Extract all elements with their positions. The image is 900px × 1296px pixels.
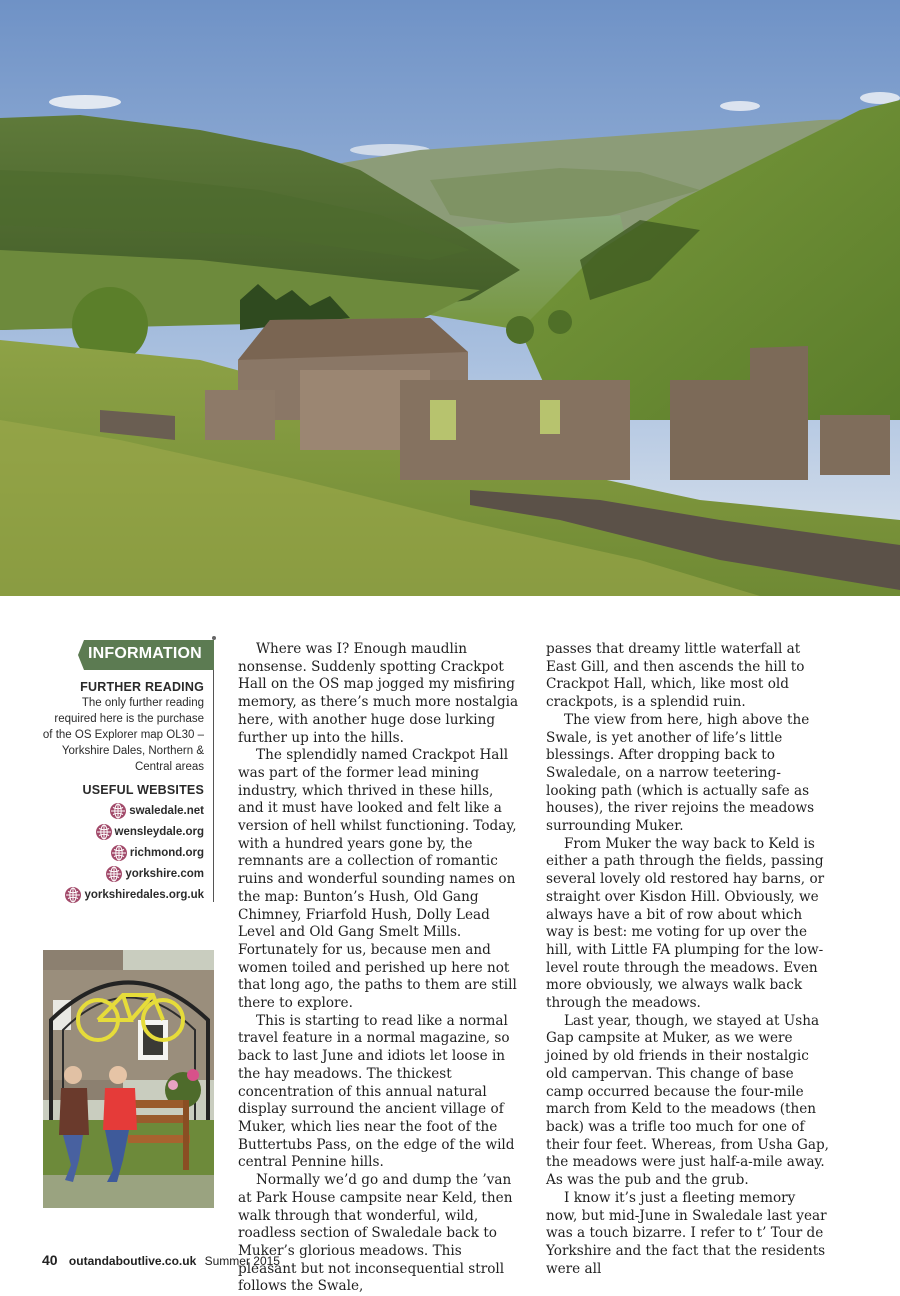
website-link[interactable]: yorkshiredales.org.uk: [84, 888, 204, 901]
page-footer: [42, 1252, 280, 1268]
paragraph: The view from here, high above the Swale, is yet another of life’s little blessings. After dropping back to Swaledale, on a narrow teetering-looking path (which is actually safe as houses), the river rejoins the meadows surrounding Muker.: [546, 711, 815, 835]
information-tab: [78, 640, 214, 670]
page-number: 40: [42, 1252, 58, 1268]
swaledale-landscape-image: [0, 0, 900, 596]
globe-icon: [110, 803, 126, 819]
website-link[interactable]: yorkshire.com: [125, 867, 204, 880]
article-column-1: [238, 641, 521, 1296]
paragraph: passes that dreamy little waterfall at East Gill, and then ascends the hill to Crackpot Hall, which, like most old crackpots, is a splendid ruin.: [546, 641, 805, 711]
paragraph: I know it’s just a fleeting memory now, but mid-June in Swaledale last year was a touch bizarre. I refer to t’ Tour de Yorkshire and the fact that the residents were all: [546, 1189, 827, 1277]
useful-websites-heading: USEFUL WEBSITES: [82, 783, 204, 797]
issue-label: Summer 2015: [204, 1254, 280, 1268]
globe-icon: [106, 866, 122, 882]
box-divider-line: [213, 642, 214, 902]
website-item[interactable]: [42, 884, 204, 905]
further-reading-heading: FURTHER READING: [80, 680, 204, 694]
website-item[interactable]: [42, 800, 204, 821]
paragraph: Where was I? Enough maudlin nonsense. Suddenly spotting Crackpot Hall on the OS map jogged my misfiring memory, as there’s much more nostalgia here, with another huge dose lurking further up into the hills.: [238, 641, 519, 746]
paragraph: From Muker the way back to Keld is either a path through the fields, passing several lovely old restored hay barns, or straight over Kisdon Hill. Obviously, we always have a bit of row about which way is best: me voting for up over the hill, with Little FA plumping for the low-level route through the meadows. Even more obviously, we always walk back through the meadows.: [546, 835, 825, 1012]
article-column-2: [546, 641, 829, 1278]
website-link[interactable]: richmond.org: [129, 846, 204, 859]
website-item[interactable]: [42, 842, 204, 863]
website-item[interactable]: [42, 863, 204, 884]
hero-photo: [0, 0, 900, 596]
bench-with-bicycle-image: [43, 950, 214, 1208]
globe-icon: [111, 845, 127, 861]
globe-icon: [96, 824, 112, 840]
website-link[interactable]: swaledale.net: [129, 804, 204, 817]
websites-list: [42, 800, 214, 905]
globe-icon: [65, 887, 81, 903]
information-box: [42, 640, 214, 905]
paragraph: Last year, though, we stayed at Usha Gap campsite at Muker, as we were joined by old friends in their nostalgic old campervan. This change of base camp occurred because the four-mile march from Keld to the meadows (then back) was a trifle too much for one of their four feet. Whereas, from Usha Gap, the meadows were just half-a-mile away. As was the pub and the grub.: [546, 1012, 830, 1189]
paragraph: The splendidly named Crackpot Hall was part of the former lead mining industry, which thrived in these hills, and it must have looked and felt like a version of hell whilst functioning. Today, with a hundred years gone by, the remnants are a collection of romantic ruins and wonderful sounding names on the map: Bunton’s Hush, Old Gang Chimney, Friarfold Hush, Dolly Lead Level and Old Gang Smelt Mills. Fortunately for us, because men and women toiled and perished up here not that long ago, the paths to them are still there to explore.: [238, 747, 517, 1012]
footer-website[interactable]: outandaboutlive.co.uk: [68, 1254, 197, 1268]
website-link[interactable]: wensleydale.org: [114, 825, 204, 838]
bench-photo: [43, 950, 214, 1208]
further-reading-text: The only further reading required here is the purchase of the OS Explorer map OL30 – Yorkshire Dales, Northern & Central areas: [42, 697, 204, 773]
paragraph: Normally we’d go and dump the ’van at Park House campsite near Keld, then walk through that wonderful, wild, roadless section of Swaledale back to Muker’s glorious meadows. This pleasant but not inconsequential stroll follows the Swale,: [238, 1172, 513, 1295]
website-item[interactable]: [42, 821, 204, 842]
information-heading: INFORMATION: [88, 645, 202, 662]
paragraph: This is starting to read like a normal travel feature in a normal magazine, so back to last June and idiots let loose in the hay meadows. The thickest concentration of this annual natural display surround the ancient village of Muker, which lies near the foot of the Buttertubs Pass, on the edge of the wild central Pennine hills.: [238, 1012, 515, 1171]
